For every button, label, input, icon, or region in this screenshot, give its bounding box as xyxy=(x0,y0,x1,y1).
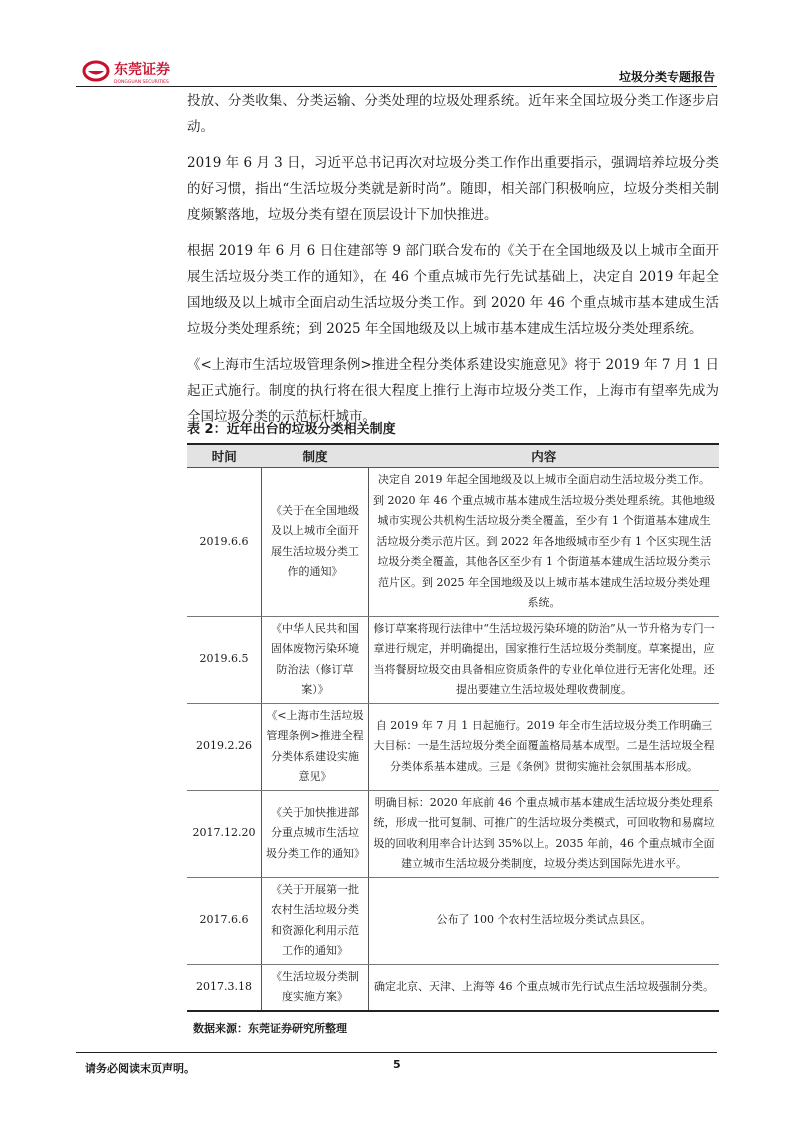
row-doc: 《关于开展第一批农村生活垃圾分类和资源化利用示范工作的通知》 xyxy=(262,877,369,964)
row-content: 公布了 100 个农村生活垃圾分类试点县区。 xyxy=(369,877,720,964)
row-content: 自 2019 年 7 月 1 日起施行。2019 年全市生活垃圾分类工作明确三大目标：一是生活垃圾分类全面覆盖格局基本成型。二是生活垃圾全程分类体系基本建成。三是《条例》贯彻实施社会氛围基本形成。 xyxy=(369,703,720,790)
row-doc: 《中华人民共和国固体废物污染环境防治法（修订草案）》 xyxy=(262,616,369,703)
logo-swoosh-icon xyxy=(88,71,104,75)
row-time: 2019.6.6 xyxy=(187,468,262,617)
report-title: 垃圾分类专题报告 xyxy=(618,70,715,84)
logo-en-text: DONGGUAN SECURITIES xyxy=(114,80,169,85)
row-content: 明确目标：2020 年底前 46 个重点城市基本建成生活垃圾分类处理系统，形成一批可复制、可推广的生活垃圾分类模式，可回收物和易腐垃圾的回收利用率合计达到 35%以上。2035 年前，46 个重点城市全面建立城市生活垃圾分类制度，垃圾分类达到国际先进水平。 xyxy=(369,790,720,877)
header-divider xyxy=(76,86,717,87)
page-number: 5 xyxy=(393,1058,401,1071)
row-doc: 《关于加快推进部分重点城市生活垃圾分类工作的通知》 xyxy=(262,790,369,877)
header-time: 时间 xyxy=(187,444,262,468)
row-time: 2017.12.20 xyxy=(187,790,262,877)
row-time: 2017.6.6 xyxy=(187,877,262,964)
header-doc: 制度 xyxy=(262,444,369,468)
footer-divider xyxy=(76,1052,717,1053)
table-row xyxy=(187,703,719,790)
table-row xyxy=(187,468,719,617)
row-doc: 《关于在全国地级及以上城市全面开展生活垃圾分类工作的通知》 xyxy=(262,468,369,617)
logo-cn-text: 东莞证券 xyxy=(114,62,170,78)
paragraph-2: 2019 年 6 月 3 日，习近平总书记再次对垃圾分类工作作出重要指示，强调培养垃圾分类的好习惯，指出“生活垃圾分类就是新时尚”。随即，相关部门积极响应，垃圾分类相关制度频繁落地，垃圾分类有望在顶层设计下加快推进。 xyxy=(187,155,719,223)
table-row xyxy=(187,790,719,877)
row-doc: 《<上海市生活垃圾管理条例>推进全程分类体系建设实施意见》 xyxy=(262,703,369,790)
data-source-note: 数据来源：东莞证券研究所整理 xyxy=(193,1022,347,1035)
body-text xyxy=(187,88,719,440)
row-content: 确定北京、天津、上海等 46 个重点城市先行试点生活垃圾强制分类。 xyxy=(369,964,720,1011)
row-time: 2019.6.5 xyxy=(187,616,262,703)
table-row xyxy=(187,964,719,1011)
row-time: 2019.2.26 xyxy=(187,703,262,790)
paragraph-4: 《<上海市生活垃圾管理条例>推进全程分类体系建设实施意见》将于 2019 年 7 月 1 日起正式施行。制度的执行将在很大程度上推行上海市垃圾分类工作，上海市有望率先成为全国垃圾分类的示范标杆城市。 xyxy=(187,357,719,425)
footer-disclaimer: 请务必阅读末页声明。 xyxy=(85,1062,195,1075)
paragraph-1: 投放、分类收集、分类运输、分类处理的垃圾处理系统。近年来全国垃圾分类工作逐步启动。 xyxy=(187,93,719,135)
row-content: 修订草案将现行法律中“生活垃圾污染环境的防治”从一节升格为专门一章进行规定，并明确提出，国家推行生活垃圾分类制度。草案提出，应当将餐厨垃圾交由具备相应资质条件的专业化单位进行无害化处理。还提出要建立生活垃圾处理收费制度。 xyxy=(369,616,720,703)
table-row xyxy=(187,877,719,964)
row-content: 决定自 2019 年起全国地级及以上城市全面启动生活垃圾分类工作。到 2020 年 46 个重点城市基本建成生活垃圾分类处理系统。其他地级城市实现公共机构生活垃圾分类全覆盖，至少有 1 个街道基本建成生活垃圾分类示范片区。到 2022 年各地级城市至少有 1 个区实现生活垃圾分类全覆盖，其他各区至少有 1 个街道基本建成生活垃圾分类示范片区。到 2025 年全国地级及以上城市基本建成生活垃圾分类处理系统。 xyxy=(369,468,720,617)
company-logo xyxy=(82,58,222,86)
policy-table xyxy=(187,443,719,1012)
table-row xyxy=(187,616,719,703)
row-doc: 《生活垃圾分类制度实施方案》 xyxy=(262,964,369,1011)
table-title: 表 2：近年出台的垃圾分类相关制度 xyxy=(187,422,396,437)
table-header-row xyxy=(187,444,719,468)
row-time: 2017.3.18 xyxy=(187,964,262,1011)
paragraph-3: 根据 2019 年 6 月 6 日住建部等 9 部门联合发布的《关于在全国地级及以上城市全面开展生活垃圾分类工作的通知》，在 46 个重点城市先行先试基础上，决定自 2019 年起全国地级及以上城市全面启动生活垃圾分类工作。到 2020 年 46 个重点城市基本建成生活垃圾分类处理系统；到 2025 年全国地级及以上城市基本建成生活垃圾分类处理系统。 xyxy=(187,243,719,337)
header-content: 内容 xyxy=(369,444,720,468)
